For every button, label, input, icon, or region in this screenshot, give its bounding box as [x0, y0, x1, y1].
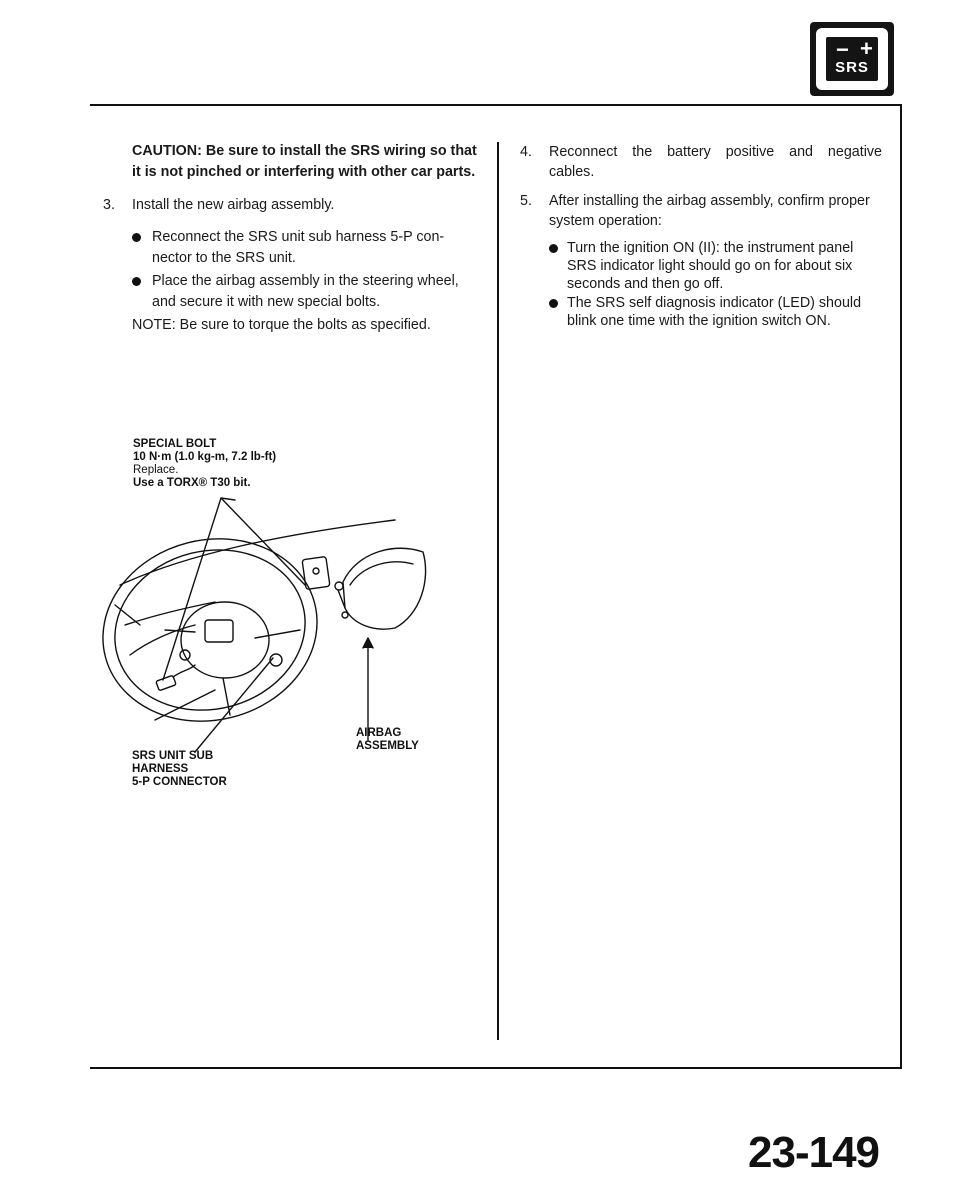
airbag-label-line-2: ASSEMBLY [356, 740, 419, 752]
caution-text-1: Be sure to install the SRS wiring so that [205, 143, 477, 159]
bullet-2-line-2: blink one time with the ignition switch ON. [567, 313, 831, 329]
bullet-1-line-1: Reconnect the SRS unit sub harness 5-P con- [152, 229, 445, 245]
page-number: 23-149 [748, 1128, 880, 1177]
step-5-line-1: After installing the airbag assembly, confirm proper [549, 193, 870, 209]
bullet-2-line-1: Place the airbag assembly in the steering wheel, [152, 273, 459, 289]
note-text: NOTE: Be sure to torque the bolts as specified. [132, 317, 431, 333]
step-4-line-1: Reconnect the battery positive and negative [549, 144, 882, 160]
step-3-text: Install the new airbag assembly. [132, 197, 335, 213]
hub-bracket [205, 620, 233, 642]
step-3-bullet-1 [152, 228, 482, 267]
airbag-bolt [335, 582, 343, 590]
badge-frame [816, 28, 888, 90]
harness-label-line-2: HARNESS [132, 763, 189, 775]
step-5-bullet-1 [567, 239, 882, 293]
bottom-rule [90, 1067, 902, 1069]
airbag-bolt-lower [342, 612, 348, 618]
step-4-text [549, 143, 882, 181]
special-bolt-leader-lines [163, 498, 305, 680]
steering-wheel-rim-inner [98, 530, 323, 730]
step-5-bullet-2 [567, 294, 882, 330]
bullet-1-line-2: nector to the SRS unit. [152, 250, 296, 266]
bullet-1-line-2: SRS indicator light should go on for about six [567, 258, 853, 274]
bullet-icon [132, 233, 141, 242]
srs-section-badge [810, 22, 894, 96]
harness-label-line-3: 5-P CONNECTOR [132, 776, 227, 788]
harness-label-line-1: SRS UNIT SUB [132, 750, 214, 762]
column-divider [497, 142, 499, 1040]
step-3-bullet-2 [152, 272, 482, 311]
battery-icon [826, 37, 878, 81]
steering-wheel-airbag-illustration [95, 490, 495, 760]
bullet-icon [132, 277, 141, 286]
bullet-1-line-3: seconds and then go off. [567, 276, 724, 292]
steering-wheel-spokes [165, 630, 300, 715]
harness-wire [173, 665, 195, 677]
airbag-assembly-icon [343, 548, 426, 629]
bullet-2-line-1: The SRS self diagnosis indicator (LED) should [567, 295, 862, 311]
caution-text-2: it is not pinched or interfering with other car parts. [132, 164, 476, 180]
badge-label: SRS [835, 59, 869, 76]
bullet-1-line-1: Turn the ignition ON (II): the instrument panel [567, 240, 854, 256]
step-4-line-2: cables. [549, 164, 595, 180]
torque-spec: 10 N·m (1.0 kg-m, 7.2 lb-ft) [133, 451, 277, 463]
torx-note: Use a TORX® T30 bit. [133, 477, 251, 489]
bullet-2-line-2: and secure it with new special bolts. [152, 294, 381, 310]
top-rule [90, 104, 902, 106]
special-bolt-head [313, 568, 319, 574]
step-5-text [549, 192, 882, 230]
right-rule [900, 104, 902, 1068]
battery-minus-symbol: − [836, 37, 849, 62]
airbag-leader-arrow [363, 638, 373, 648]
special-bolt-callout [133, 438, 276, 490]
bullet-icon [549, 244, 558, 253]
caution-block [132, 142, 478, 181]
step-5-number: 5. [520, 193, 532, 209]
special-bolt-icon [302, 556, 330, 589]
step-5-line-2: system operation: [549, 213, 662, 229]
airbag-label-line-1: AIRBAG [356, 727, 402, 739]
replace-note: Replace. [133, 464, 179, 476]
special-bolt-label: SPECIAL BOLT [133, 438, 217, 450]
caution-label: CAUTION: [132, 143, 202, 159]
harness-leader-line [195, 658, 273, 752]
dashboard-lower-edge [125, 602, 215, 625]
bullet-icon [549, 299, 558, 308]
battery-plus-symbol: + [860, 36, 873, 61]
caution-line-1 [132, 142, 478, 160]
step-4-number: 4. [520, 144, 532, 160]
step-3-number: 3. [103, 197, 115, 213]
airbag-cover-seam [350, 562, 413, 585]
